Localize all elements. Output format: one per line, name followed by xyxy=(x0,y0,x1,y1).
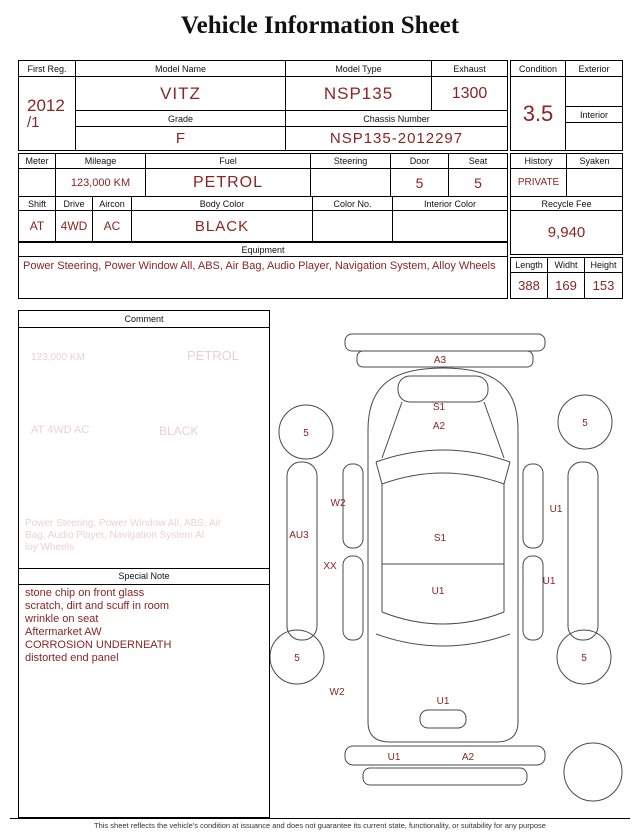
chassis-number-value: NSP135-2012297 xyxy=(286,127,508,151)
recycle-fee-table xyxy=(510,196,623,255)
exterior-value xyxy=(566,77,623,107)
special-note-line: stone chip on front glass xyxy=(25,587,145,599)
panel-label-u1-cabin: U1 xyxy=(431,586,445,597)
width-header: Widht xyxy=(548,258,585,273)
panel-label-u1-right-upper: U1 xyxy=(549,504,563,515)
door-value: 5 xyxy=(391,169,449,197)
first-reg-header: First Reg. xyxy=(19,61,76,77)
vehicle-identity-table xyxy=(18,60,508,151)
equipment-table xyxy=(18,242,508,299)
panel-label-a3: A3 xyxy=(433,355,447,366)
steering-header: Steering xyxy=(311,154,391,169)
special-note-header: Special Note xyxy=(19,568,269,585)
shift-header: Shift xyxy=(19,197,56,211)
seat-header: Seat xyxy=(449,154,508,169)
comment-panel xyxy=(18,310,270,818)
ghost-text: Power Steering, Power Window All, ABS, Air xyxy=(25,518,222,529)
history-header: History xyxy=(511,154,567,169)
panel-label-u1-right-lower: U1 xyxy=(542,576,556,587)
syaken-value xyxy=(567,169,623,197)
ghost-text: BLACK xyxy=(159,424,199,438)
panel-label-s1-front: S1 xyxy=(432,402,446,413)
exhaust-value: 1300 xyxy=(432,77,508,111)
spec-table-top xyxy=(18,153,508,197)
first-reg-year: 2012 xyxy=(27,95,65,115)
steering-value xyxy=(311,169,391,197)
model-name-header: Model Name xyxy=(76,61,286,77)
fuel-value: PETROL xyxy=(146,169,311,197)
special-note-line: CORROSION UNDERNEATH xyxy=(25,638,172,651)
special-note-list xyxy=(25,587,265,665)
panel-label-w2-left: W2 xyxy=(330,498,346,509)
comment-body xyxy=(19,328,269,568)
dimensions-table xyxy=(510,257,623,299)
condition-header: Condition xyxy=(511,61,566,77)
model-name-value: VITZ xyxy=(76,77,286,111)
interior-header: Interior xyxy=(566,107,623,123)
panel-grade-labels xyxy=(289,355,588,763)
special-note-line: wrinkle on seat xyxy=(25,612,99,625)
meter-header: Meter xyxy=(19,154,56,169)
exterior-header: Exterior xyxy=(566,61,623,77)
panel-label-a2-front: A2 xyxy=(432,421,446,432)
body-color-header: Body Color xyxy=(132,197,313,211)
interior-value xyxy=(566,123,623,151)
ghost-text: loy Wheels xyxy=(25,542,74,553)
history-value: PRIVATE xyxy=(511,169,567,197)
fuel-header: Fuel xyxy=(146,154,311,169)
interior-color-header: Interior Color xyxy=(393,197,508,211)
ghost-text: AT 4WD AC xyxy=(31,424,90,436)
condition-table xyxy=(510,60,623,151)
first-reg-month: /1 xyxy=(27,113,40,131)
height-value: 153 xyxy=(585,273,623,299)
model-type-header: Model Type xyxy=(286,61,432,77)
grade-header: Grade xyxy=(76,111,286,127)
door-header: Door xyxy=(391,154,449,169)
ghost-text: 123,000 KM xyxy=(31,352,85,363)
equipment-value: Power Steering, Power Window All, ABS, Air Bag, Audio Player, Navigation System, Alloy Wheels xyxy=(19,257,508,299)
comment-header: Comment xyxy=(19,311,269,328)
ghost-text: PETROL xyxy=(187,348,240,363)
equipment-header: Equipment xyxy=(19,243,508,257)
drive-header: Drive xyxy=(56,197,93,211)
interior-color-value xyxy=(393,211,508,242)
body-color-value: BLACK xyxy=(132,211,313,242)
shift-value: AT xyxy=(19,211,56,242)
chassis-number-header: Chassis Number xyxy=(286,111,508,127)
panel-label-a2-bumper: A2 xyxy=(461,752,475,763)
color-no-value xyxy=(313,211,393,242)
panel-label-xx: XX xyxy=(323,561,337,572)
spare-wheel xyxy=(564,743,622,801)
color-no-header: Color No. xyxy=(313,197,393,211)
model-type-value: NSP135 xyxy=(286,77,432,111)
special-note-line: scratch, dirt and scuff in room xyxy=(25,599,170,612)
drive-value: 4WD xyxy=(56,211,93,242)
recycle-fee-header: Recycle Fee xyxy=(511,197,623,211)
aircon-header: Aircon xyxy=(93,197,132,211)
special-note-line: Aftermarket AW xyxy=(25,625,102,638)
mileage-value: 123,000 KM xyxy=(56,169,146,197)
spec-table-middle xyxy=(18,196,508,242)
height-header: Height xyxy=(585,258,623,273)
wheel-grade-rear-right: 5 xyxy=(581,653,587,664)
panel-label-u1-trunk: U1 xyxy=(436,696,450,707)
width-value: 169 xyxy=(548,273,585,299)
wheel-grade-front-left: 5 xyxy=(303,428,309,439)
length-header: Length xyxy=(511,258,548,273)
exhaust-header: Exhaust xyxy=(432,61,508,77)
aircon-value: AC xyxy=(93,211,132,242)
wheel-grade-front-right: 5 xyxy=(582,418,588,429)
panel-label-au3: AU3 xyxy=(289,530,309,541)
panel-label-w2-rear: W2 xyxy=(329,687,345,698)
grade-value: F xyxy=(76,127,286,151)
seat-value: 5 xyxy=(449,169,508,197)
recycle-fee-value: 9,940 xyxy=(511,211,623,255)
panel-label-s1-roof: S1 xyxy=(433,533,447,544)
history-table xyxy=(510,153,623,197)
page-title: Vehicle Information Sheet xyxy=(180,12,460,39)
car-damage-diagram xyxy=(270,312,635,812)
mileage-header: Mileage xyxy=(56,154,146,169)
panel-label-u1-bumper: U1 xyxy=(387,752,401,763)
disclaimer: This sheet reflects the vehicle's condition at issuance and does not guarantee its current state, functionality, or suitability for any purpose xyxy=(10,818,630,830)
first-reg-value xyxy=(19,77,76,151)
wheel-grade-rear-left: 5 xyxy=(294,653,300,664)
special-note-line: distorted end panel xyxy=(25,651,119,664)
syaken-header: Syaken xyxy=(567,154,623,169)
length-value: 388 xyxy=(511,273,548,299)
ghost-text: Bag, Audio Player, Navigation System Al xyxy=(25,530,204,541)
meter-value xyxy=(19,169,56,197)
condition-value: 3.5 xyxy=(511,77,566,151)
